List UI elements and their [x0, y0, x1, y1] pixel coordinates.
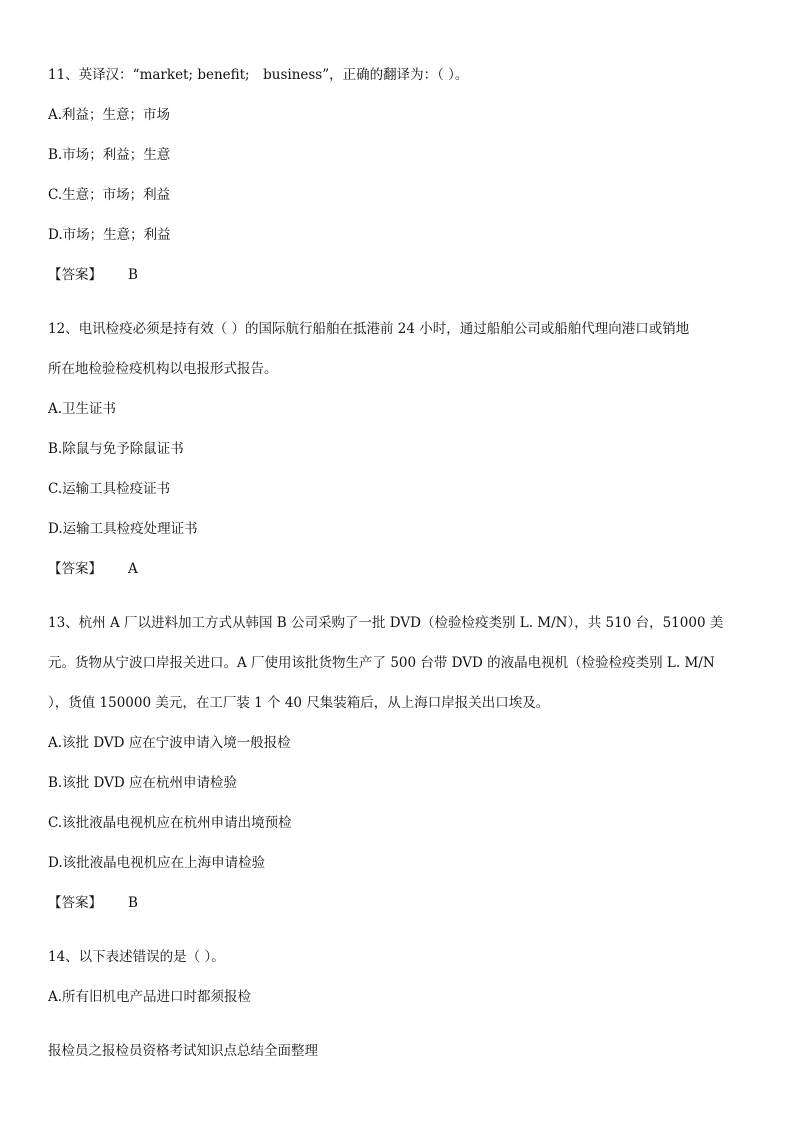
question-13-option-c: C.该批液晶电视机应在杭州申请出境预检 — [48, 815, 292, 831]
answer-value: B — [128, 895, 138, 911]
question-13-option-d: D.该批液晶电视机应在上海申请检验 — [48, 855, 266, 871]
document-footer-title: 报检员之报检员资格考试知识点总结全面整理 — [48, 1043, 318, 1059]
question-12-answer — [48, 560, 138, 578]
answer-value: B — [128, 267, 138, 283]
question-11-option-a: A.利益；生意；市场 — [48, 107, 171, 123]
question-11-answer — [48, 266, 138, 284]
question-11-option-d: D.市场；生意；利益 — [48, 227, 171, 243]
question-12-option-b: B.除鼠与免予除鼠证书 — [48, 441, 184, 457]
question-11-option-c: C.生意；市场；利益 — [48, 187, 171, 203]
question-13-option-b: B.该批 DVD 应在杭州申请检验 — [48, 775, 237, 791]
question-13-stem-line-2: 元。货物从宁波口岸报关进口。A 厂使用该批货物生产了 500 台带 DVD 的液晶电视机（检验检疫类别 L. M/N — [48, 655, 715, 671]
answer-tag: 【答案】 — [48, 895, 102, 911]
question-13-stem-line-3: ），货值 150000 美元，在工厂装 1 个 40 尺集装箱后，从上海口岸报关出口埃及。 — [48, 695, 550, 711]
answer-tag: 【答案】 — [48, 267, 102, 283]
question-14-option-a: A.所有旧机电产品进口时都须报检 — [48, 989, 252, 1005]
question-13-stem-line-1: 13、杭州 A 厂以进料加工方式从韩国 B 公司采购了一批 DVD（检验检疫类别 L. M/N），共 510 台，51000 美 — [48, 615, 724, 631]
answer-tag: 【答案】 — [48, 561, 102, 577]
question-13-option-a: A.该批 DVD 应在宁波申请入境一般报检 — [48, 735, 291, 751]
question-11-stem: 11、英译汉：“market; benefit; business”，正确的翻译为：（ ）。 — [48, 67, 469, 83]
question-12-stem-line-1 — [48, 320, 742, 338]
question-12-stem-text: 12、电讯检疫必须是持有效（ ）的国际航行船舶在抵港前 24 小时，通过船舶公司或船舶代理向港口或销地 — [48, 321, 690, 337]
question-12-stem-line-2: 所在地检验检疫机构以电报形式报告。 — [48, 361, 278, 377]
question-13-answer — [48, 894, 138, 912]
question-12-option-d: D.运输工具检疫处理证书 — [48, 521, 198, 537]
question-12-option-c: C.运输工具检疫证书 — [48, 481, 171, 497]
question-12-option-a: A.卫生证书 — [48, 401, 117, 417]
question-11-option-b: B.市场；利益；生意 — [48, 147, 171, 163]
answer-value: A — [128, 561, 138, 577]
question-14-stem: 14、以下表述错误的是（ ）。 — [48, 949, 225, 965]
